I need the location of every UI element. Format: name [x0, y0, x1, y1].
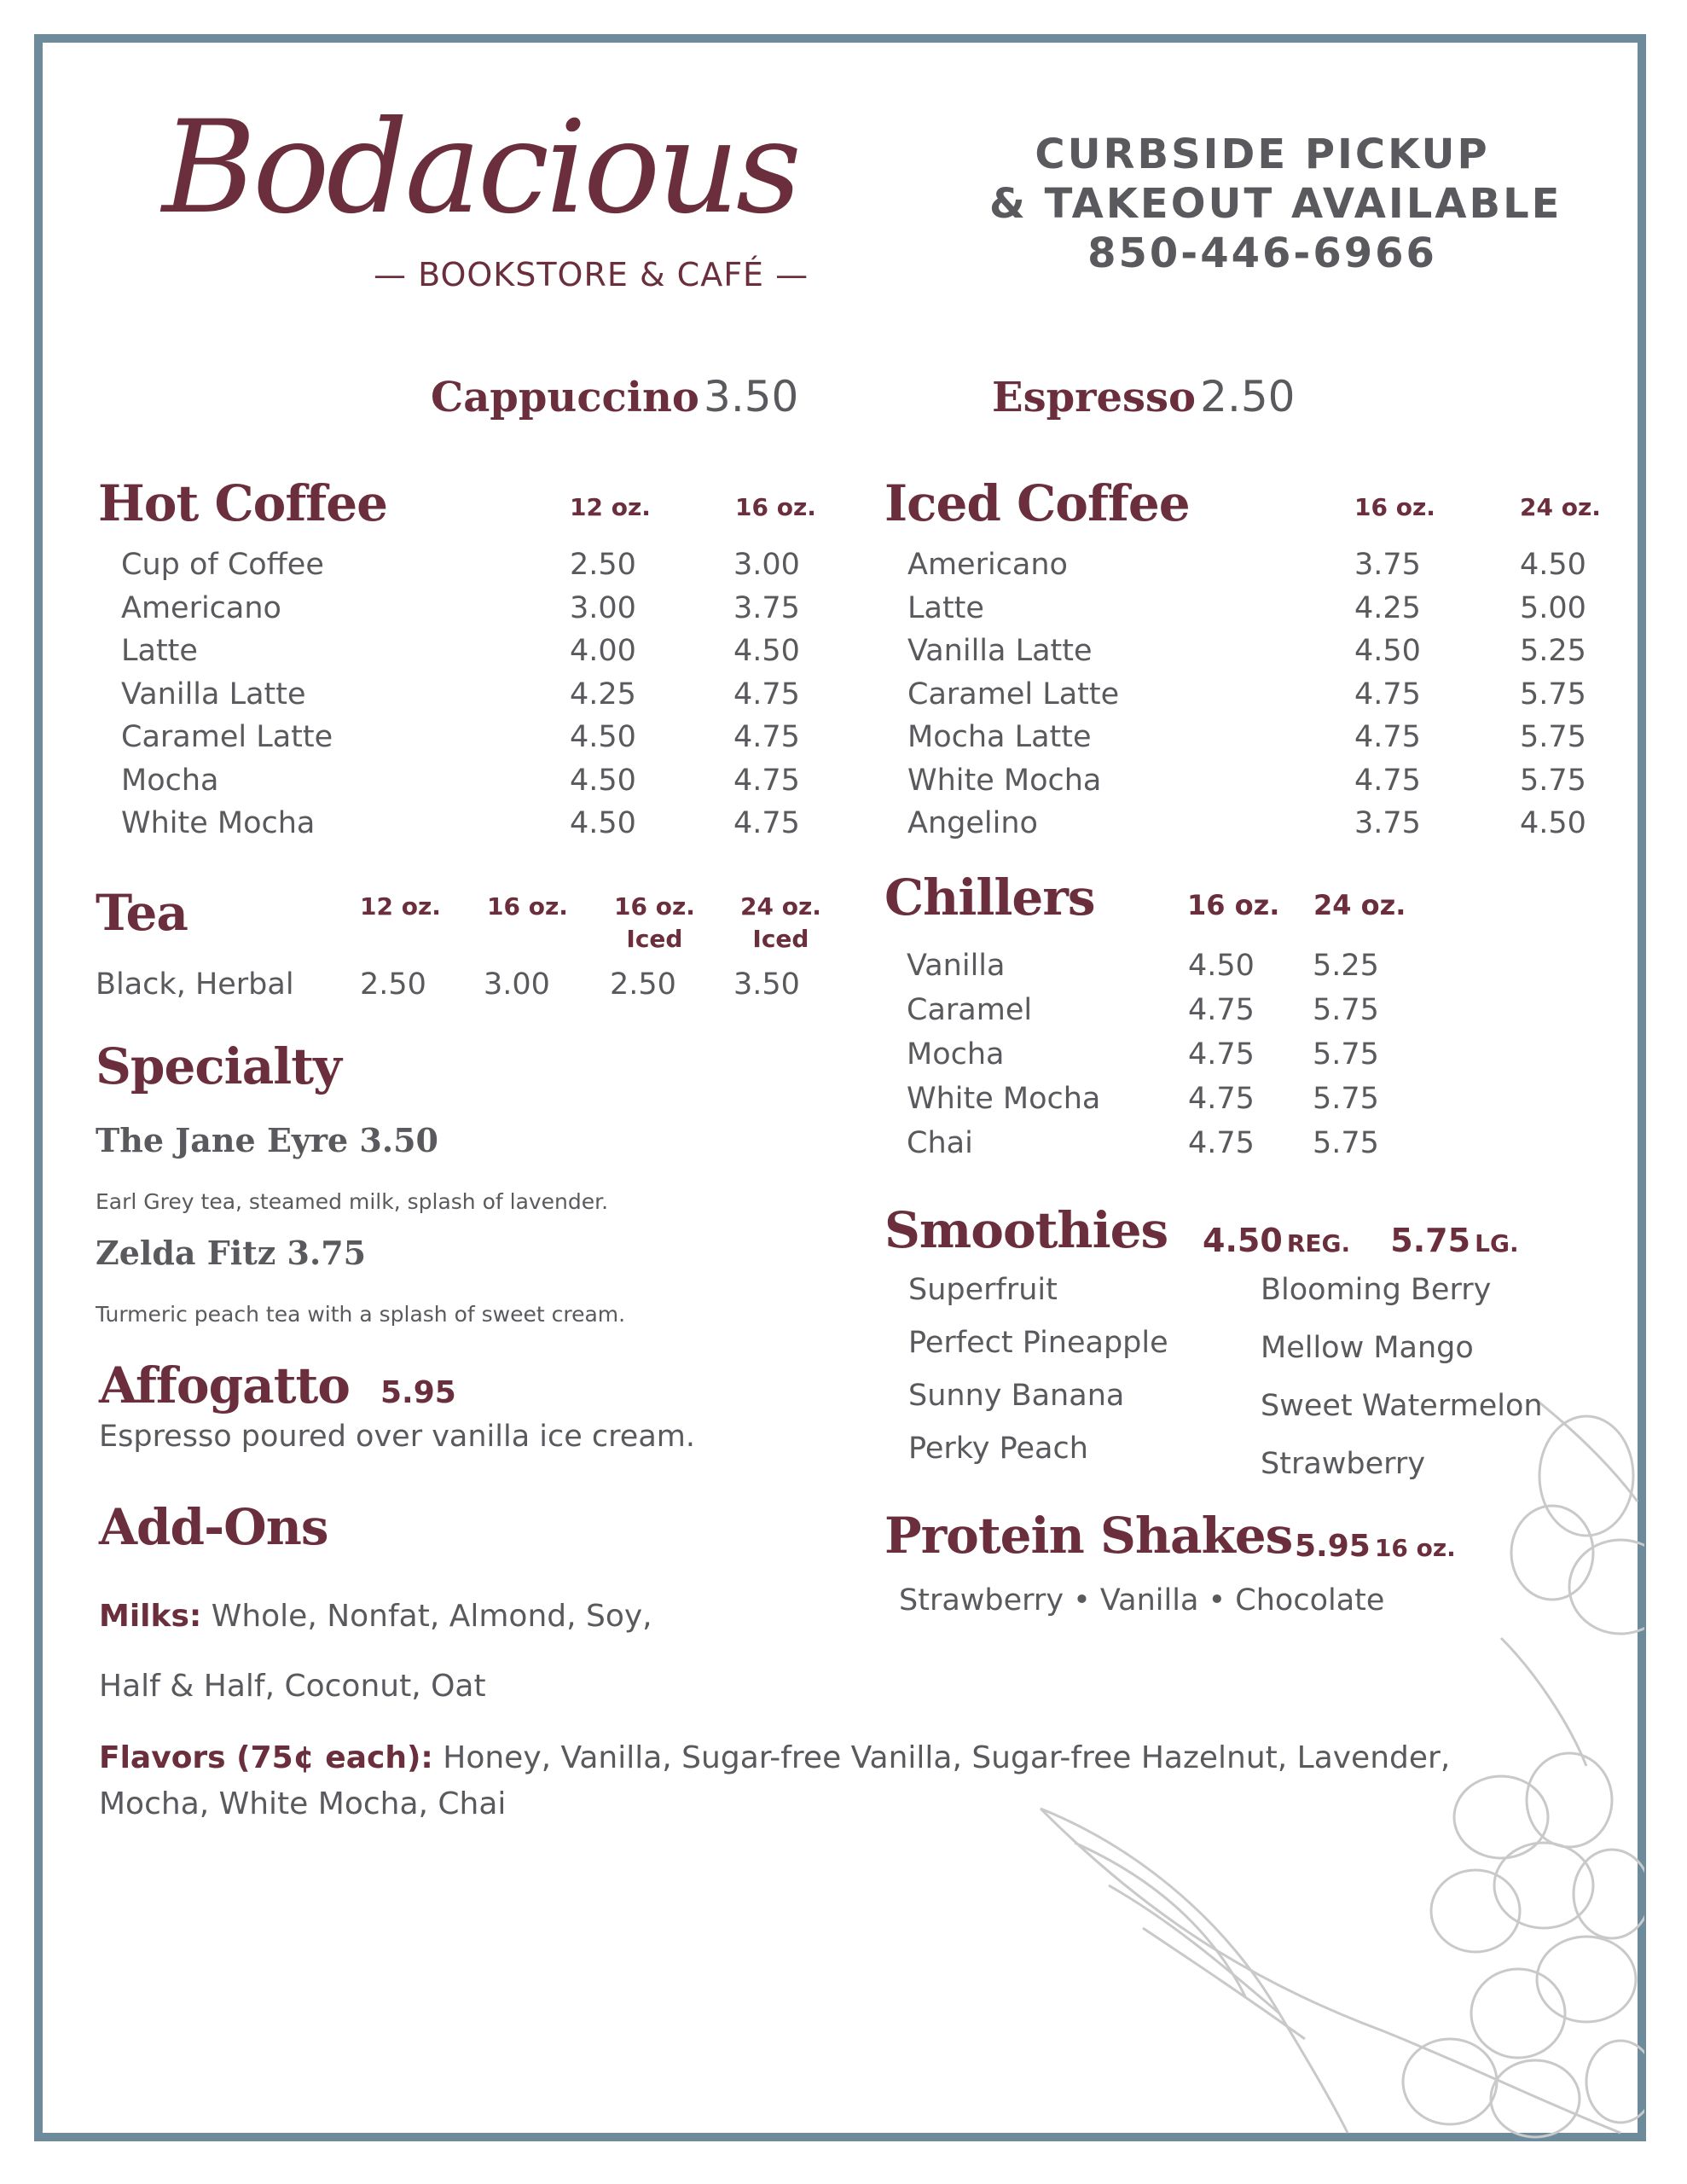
flavors-line2: Mocha, White Mocha, Chai	[99, 1786, 507, 1821]
phone-number: 850-446-6966	[1087, 229, 1437, 277]
pickup-line1: CURBSIDE PICKUP	[1035, 131, 1490, 178]
espresso-price: 2.50	[1200, 372, 1296, 421]
tea-price-24-iced: 3.50	[733, 967, 800, 1002]
protein-shakes-title: Protein Shakes	[884, 1507, 1293, 1565]
list-item: Vanilla Latte 4.50 5.25	[907, 634, 1586, 668]
hot-coffee-list	[121, 548, 820, 850]
tea-price-16-iced: 2.50	[610, 967, 676, 1002]
espresso-name: Espresso	[992, 374, 1197, 421]
list-item: Vanilla 4.50 5.25	[907, 949, 1379, 983]
iced-coffee-title: Iced Coffee	[884, 474, 1190, 532]
featured-cappuccino	[431, 372, 798, 421]
chillers-size-16: 16 oz.	[1187, 889, 1280, 921]
smoothies-title: Smoothies	[884, 1201, 1168, 1259]
list-item: Mocha Latte 4.75 5.75	[907, 720, 1586, 754]
list-item: Superfruit	[908, 1273, 1058, 1307]
addons-title: Add-Ons	[99, 1498, 328, 1556]
featured-espresso	[992, 372, 1295, 421]
tea-size-16: 16 oz.	[487, 892, 568, 921]
addons-flavors	[99, 1740, 1450, 1775]
list-item: Perfect Pineapple	[908, 1326, 1168, 1360]
specialty-item-desc: Earl Grey tea, steamed milk, splash of lavender.	[96, 1189, 609, 1214]
smoothies-reg-price: 4.50	[1203, 1222, 1283, 1259]
list-item: Mellow Mango	[1261, 1331, 1474, 1365]
list-item: Latte 4.25 5.00	[907, 590, 1586, 625]
list-item: Caramel Latte 4.75 5.75	[907, 677, 1586, 712]
pickup-line2: & TAKEOUT AVAILABLE	[989, 180, 1562, 228]
list-item: Sunny Banana	[908, 1379, 1125, 1413]
specialty-item-desc: Turmeric peach tea with a splash of sweet cream.	[96, 1302, 626, 1327]
chillers-list	[907, 949, 1504, 1170]
brand-subtitle: — BOOKSTORE & CAFÉ —	[374, 256, 809, 293]
hot-coffee-size-16: 16 oz.	[735, 493, 816, 521]
chillers-title: Chillers	[884, 868, 1095, 926]
iced-coffee-size-16: 16 oz.	[1354, 493, 1435, 521]
smoothies-list-2	[1261, 1273, 1543, 1505]
tea-price-16: 3.00	[484, 967, 550, 1002]
list-item: Cup of Coffee 2.50 3.00	[121, 548, 800, 582]
smoothies-lg-price: 5.75	[1390, 1222, 1471, 1259]
list-item: Americano 3.75 4.50	[907, 548, 1586, 582]
list-item: White Mocha 4.75 5.75	[907, 763, 1586, 798]
specialty-item-name: The Jane Eyre 3.50	[96, 1121, 438, 1159]
milks-line2: Half & Half, Coconut, Oat	[99, 1669, 486, 1704]
list-item: Strawberry	[1261, 1447, 1426, 1481]
addons-milks	[99, 1599, 652, 1634]
list-item: Perky Peach	[908, 1432, 1088, 1466]
flavors-label: Flavors (75¢ each):	[99, 1740, 433, 1775]
brand-logo: Bodacious	[162, 94, 798, 242]
protein-size: 16 oz.	[1374, 1534, 1456, 1562]
list-item: Angelino 3.75 4.50	[907, 806, 1586, 840]
affogatto-price: 5.95	[380, 1375, 456, 1410]
smoothies-list-1	[908, 1273, 1168, 1484]
milks-line1: Whole, Nonfat, Almond, Soy,	[211, 1599, 652, 1634]
list-item: White Mocha 4.75 5.75	[907, 1082, 1379, 1116]
tea-price-12: 2.50	[360, 967, 426, 1002]
protein-pricing	[1295, 1529, 1456, 1564]
specialty-title: Specialty	[96, 1037, 341, 1095]
list-item: Caramel Latte 4.50 4.75	[121, 720, 800, 754]
cappuccino-name: Cappuccino	[431, 374, 699, 421]
milks-label: Milks:	[99, 1599, 202, 1634]
list-item: Sweet Watermelon	[1261, 1389, 1543, 1423]
list-item: Vanilla Latte 4.25 4.75	[121, 677, 800, 712]
protein-flavors: Strawberry • Vanilla • Chocolate	[899, 1583, 1385, 1618]
pickup-notice	[989, 130, 1562, 278]
specialty-item-name: Zelda Fitz 3.75	[96, 1234, 367, 1272]
affogatto-title: Affogatto	[99, 1356, 350, 1414]
list-item: Mocha 4.75 5.75	[907, 1037, 1379, 1072]
chillers-size-24: 24 oz.	[1313, 889, 1406, 921]
hot-coffee-size-12: 12 oz.	[570, 493, 651, 521]
tea-size-16-iced: 16 oz. Iced	[614, 892, 695, 953]
list-item: Chai 4.75 5.75	[907, 1126, 1379, 1160]
list-item: Latte 4.00 4.50	[121, 634, 800, 668]
list-item: Blooming Berry	[1261, 1273, 1492, 1307]
list-item: Americano 3.00 3.75	[121, 590, 800, 625]
list-item: Caramel 4.75 5.75	[907, 993, 1379, 1027]
tea-size-12: 12 oz.	[360, 892, 441, 921]
tea-item-name: Black, Herbal	[96, 967, 294, 1002]
tea-size-24-iced: 24 oz. Iced	[740, 892, 821, 953]
hot-coffee-title: Hot Coffee	[98, 474, 388, 532]
smoothies-lg-label: LG.	[1475, 1229, 1519, 1258]
smoothies-pricing	[1203, 1222, 1519, 1259]
list-item: White Mocha 4.50 4.75	[121, 806, 800, 840]
flavors-line1: Honey, Vanilla, Sugar-free Vanilla, Sugar-free Hazelnut, Lavender,	[443, 1740, 1451, 1775]
smoothies-reg-label: REG.	[1286, 1229, 1351, 1258]
cappuccino-price: 3.50	[704, 372, 799, 421]
affogatto-desc: Espresso poured over vanilla ice cream.	[99, 1420, 695, 1454]
iced-coffee-size-24: 24 oz.	[1520, 493, 1601, 521]
list-item: Mocha 4.50 4.75	[121, 763, 800, 798]
tea-title: Tea	[96, 884, 188, 942]
iced-coffee-list	[907, 548, 1607, 850]
protein-price: 5.95	[1295, 1529, 1371, 1564]
